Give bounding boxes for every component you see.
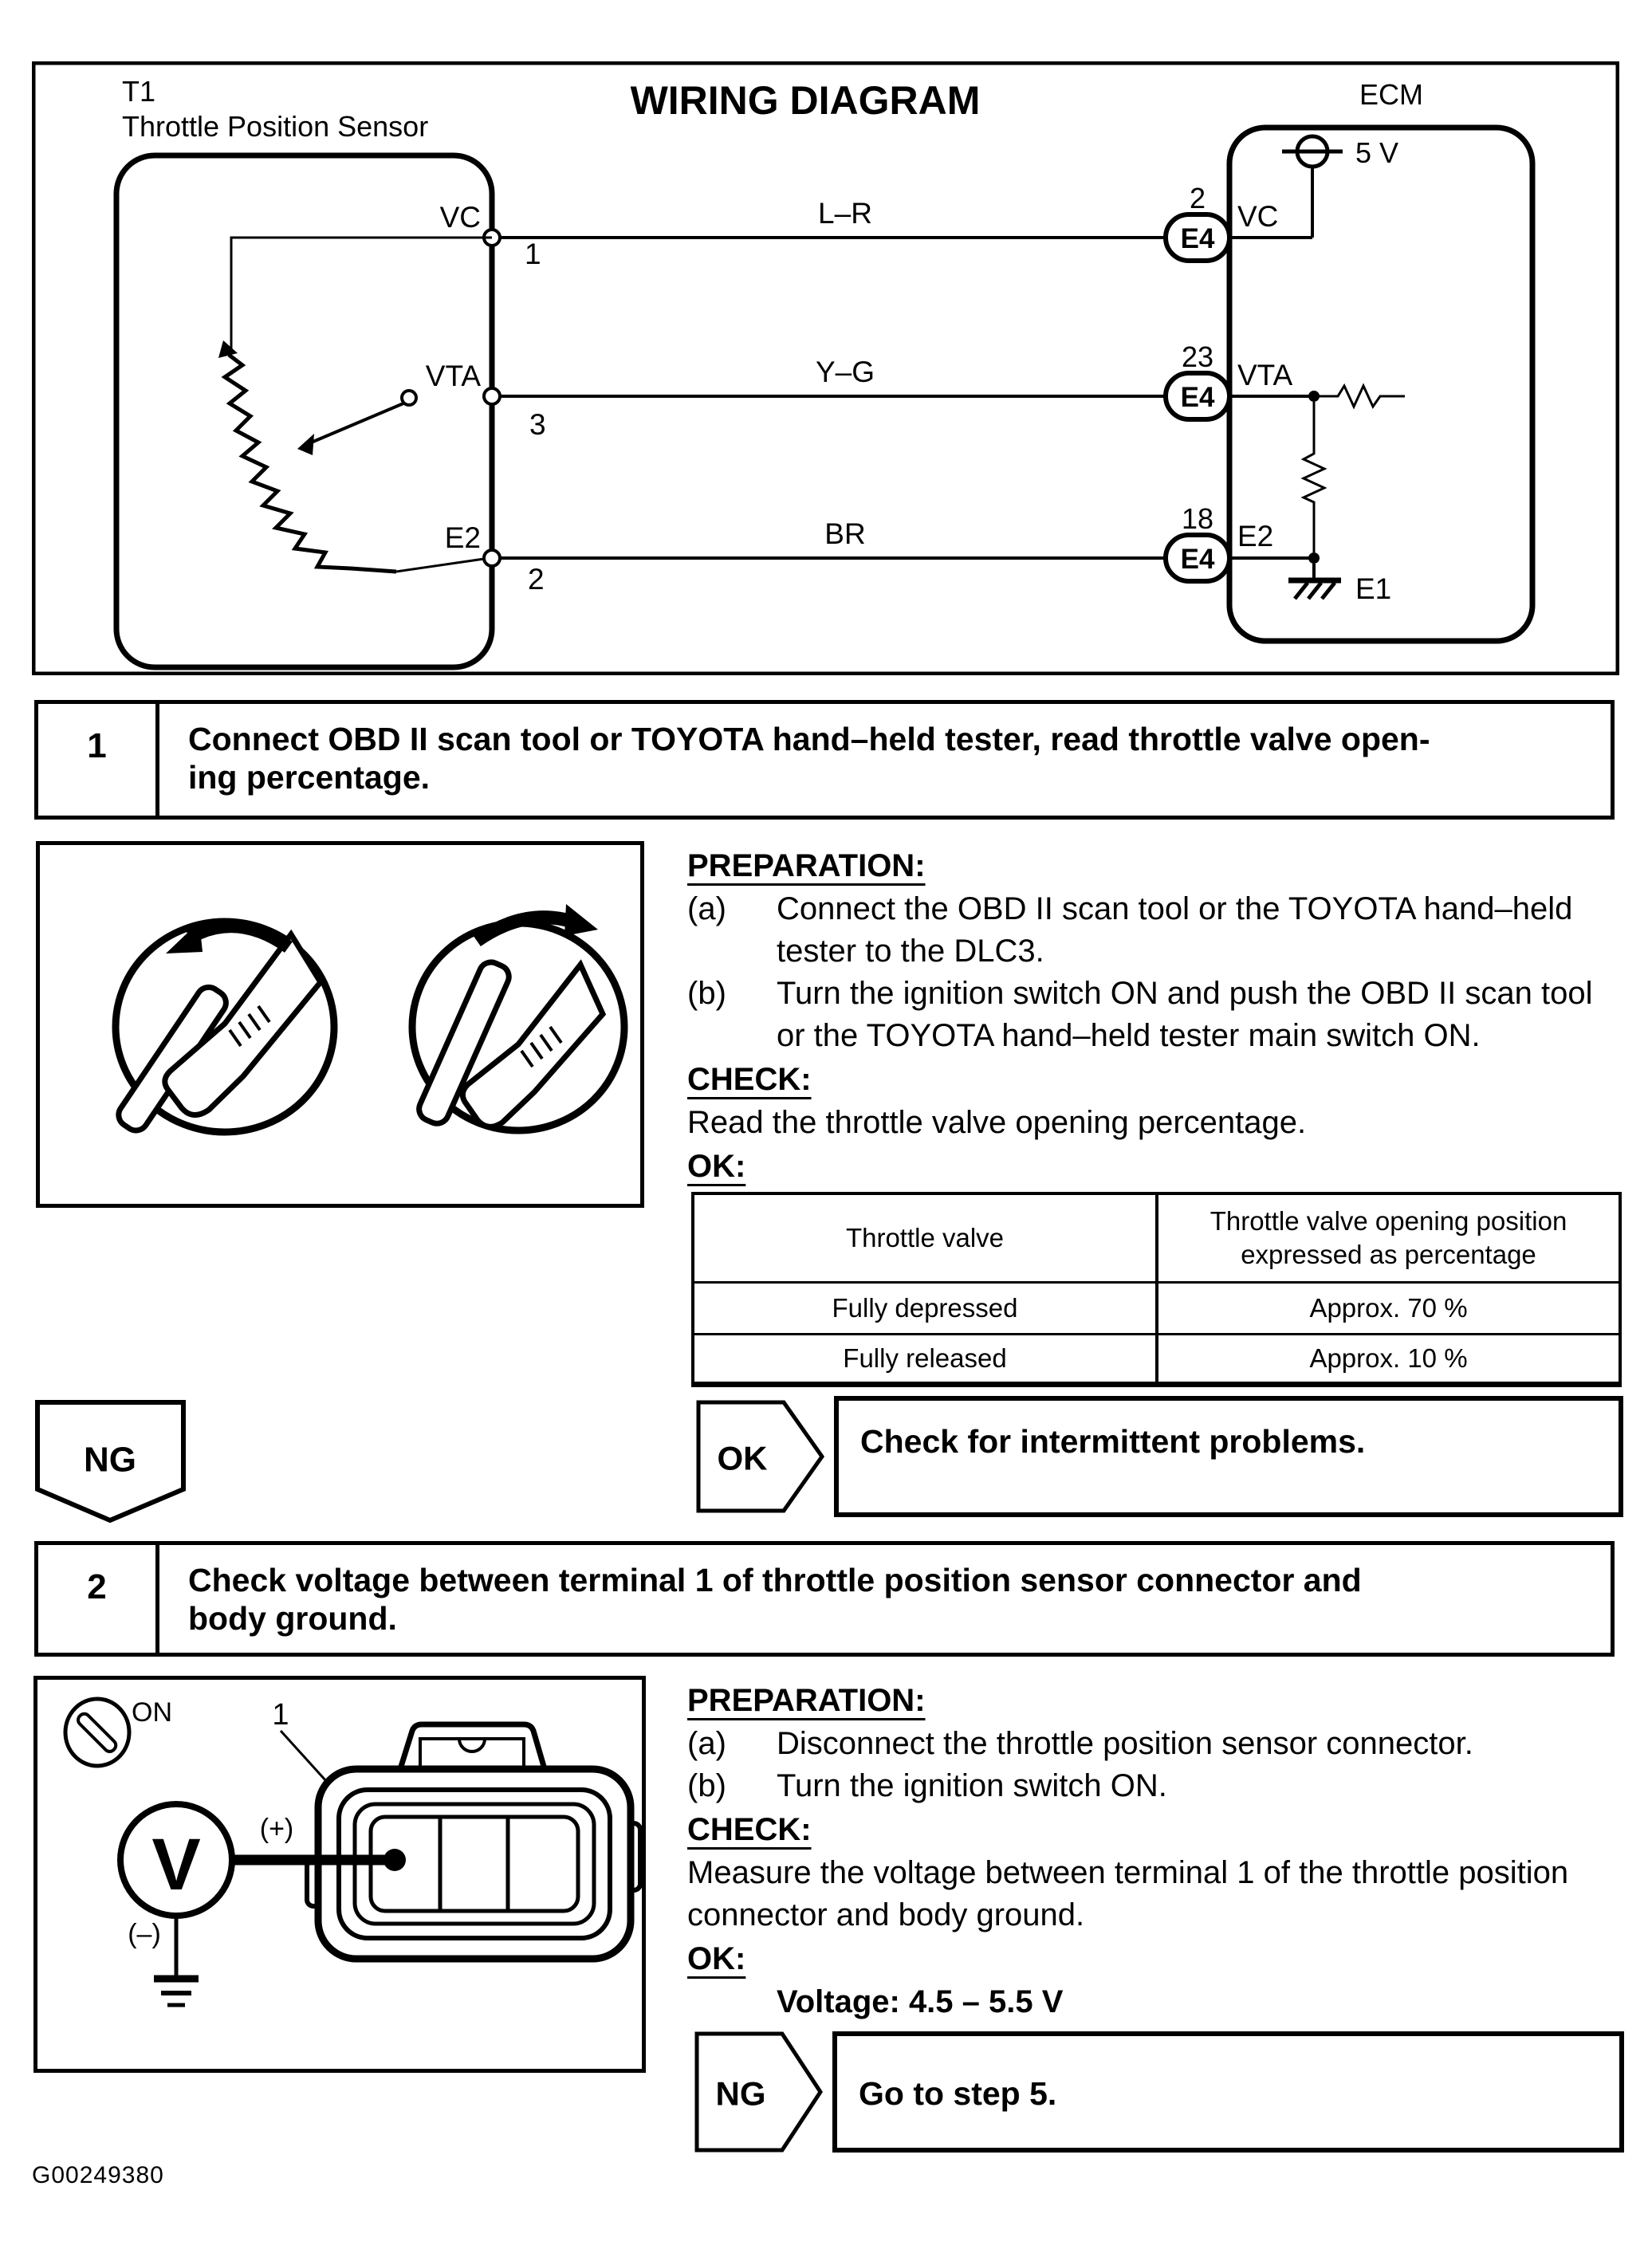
pedal-illustration-box (36, 841, 644, 1208)
body-ground-icon (154, 1979, 199, 2005)
voltmeter-icon (120, 1804, 232, 1916)
prep-item-marker: (a) (687, 891, 726, 926)
ecm-terminal-label-vta: VTA (1237, 359, 1293, 391)
ok-result-text: Check for intermittent problems. (860, 1423, 1366, 1460)
wire-color-vc: L–R (818, 197, 872, 230)
wiring-diagram (32, 61, 1619, 675)
supply-label: 5 V (1355, 136, 1399, 169)
ignition-key-icon (65, 1699, 129, 1766)
sensor-name: Throttle Position Sensor (122, 110, 429, 143)
ground-label: E1 (1355, 572, 1392, 605)
step1-number: 1 (38, 704, 159, 816)
prep-item-marker: (b) (687, 1768, 726, 1803)
accelerator-depressed-illustration (114, 922, 334, 1135)
prep-item-marker: (b) (687, 976, 726, 1011)
ng-arrow-label: NG (715, 2074, 766, 2113)
step2-instructions: PREPARATION: (a) Disconnect the throttle position sensor connector. (b) Turn the ignition switch ON. CHECK: Measure the voltage between terminal 1 of the throttle position connector and body ground. OK: Voltage: 4.5 – 5.5 V (687, 1678, 1632, 2023)
sensor-terminal-label-vta: VTA (425, 360, 481, 392)
step1-instructions: PREPARATION: (a) Connect the OBD II scan tool or the TOYOTA hand–held tester to the DLC3. (b) Turn the ignition switch ON and push the OBD II scan tool or the TOYOTA hand–held tester main switch ON. CHECK: Read the throttle valve opening percentage. OK: (687, 843, 1632, 1189)
ok-arrow-label: OK (717, 1439, 768, 1477)
wire-color-vta: Y–G (815, 356, 875, 388)
sensor-tag: T1 (122, 75, 156, 108)
sensor-terminal-vta (484, 388, 500, 404)
voltmeter-label: V (151, 1824, 201, 1905)
sensor-terminal-e2 (484, 550, 500, 566)
prep-item-marker: (a) (687, 1726, 726, 1761)
ecm-pin-vc: 2 (1189, 182, 1206, 214)
step1-header (34, 700, 1615, 820)
table-row: Fully depressed Approx. 70 % (694, 1281, 1619, 1333)
step1-check-label: CHECK: (687, 1062, 812, 1097)
sensor-pin-vc: 1 (525, 238, 541, 270)
ecm-pin-vta: 23 (1181, 340, 1214, 373)
step2-header (34, 1541, 1615, 1657)
probe-contact-point (384, 1849, 406, 1871)
ecm-terminal-label-vc: VC (1237, 200, 1279, 233)
step1-title: Connect OBD II scan tool or TOYOTA hand–held tester, read throttle valve open- ing percentage. (188, 721, 1430, 796)
step2-ng-result (694, 2029, 1624, 2155)
sensor-connector-illustration (307, 1724, 640, 1959)
wiring-title: WIRING DIAGRAM (630, 78, 981, 123)
step2-number: 2 (38, 1545, 159, 1653)
step1-ok-label: OK: (687, 1149, 746, 1184)
sensor-pin-e2: 2 (528, 563, 545, 596)
step1-ok-result (696, 1395, 1624, 1518)
terminal-1-label: 1 (272, 1698, 289, 1732)
figure-id: G00249380 (32, 2162, 164, 2188)
svg-text:E4: E4 (1180, 223, 1215, 254)
table-header-opening-position: Throttle valve opening position expressed as percentage (1210, 1206, 1567, 1269)
ignition-on-label: ON (132, 1697, 172, 1728)
sensor-terminal-label-vc: VC (439, 201, 481, 234)
ng-result-text: Go to step 5. (859, 2075, 1057, 2112)
ecm-terminal-label-e2: E2 (1237, 520, 1274, 552)
negative-probe-label: (–) (128, 1919, 161, 1949)
accelerator-released-illustration (412, 904, 624, 1130)
step2-ok-value: Voltage: 4.5 – 5.5 V (777, 1984, 1064, 2019)
step2-preparation-label: PREPARATION: (687, 1683, 926, 1718)
wire-color-e2: BR (824, 517, 866, 550)
ecm-pin-e2: 18 (1181, 502, 1214, 535)
voltmeter-illustration-box (33, 1676, 646, 2073)
step1-ng-badge (34, 1399, 187, 1525)
step2-ok-label: OK: (687, 1941, 746, 1976)
svg-text:NG: NG (84, 1440, 136, 1480)
step1-check-text: Read the throttle valve opening percentage. (687, 1105, 1307, 1140)
sensor-pin-vta: 3 (529, 408, 546, 441)
ecm-label: ECM (1359, 78, 1423, 111)
step1-preparation-label: PREPARATION: (687, 848, 926, 883)
positive-probe-label: (+) (259, 1814, 294, 1844)
throttle-valve-table (691, 1192, 1622, 1387)
table-header-throttle-valve: Throttle valve (694, 1195, 1158, 1281)
table-row: Fully released Approx. 10 % (694, 1333, 1619, 1382)
step2-title: Check voltage between terminal 1 of throttle position sensor connector and body ground. (188, 1562, 1362, 1638)
sensor-terminal-label-e2: E2 (444, 521, 481, 554)
step2-check-label: CHECK: (687, 1812, 812, 1847)
svg-text:E4: E4 (1180, 382, 1215, 413)
svg-text:E4: E4 (1180, 544, 1215, 575)
